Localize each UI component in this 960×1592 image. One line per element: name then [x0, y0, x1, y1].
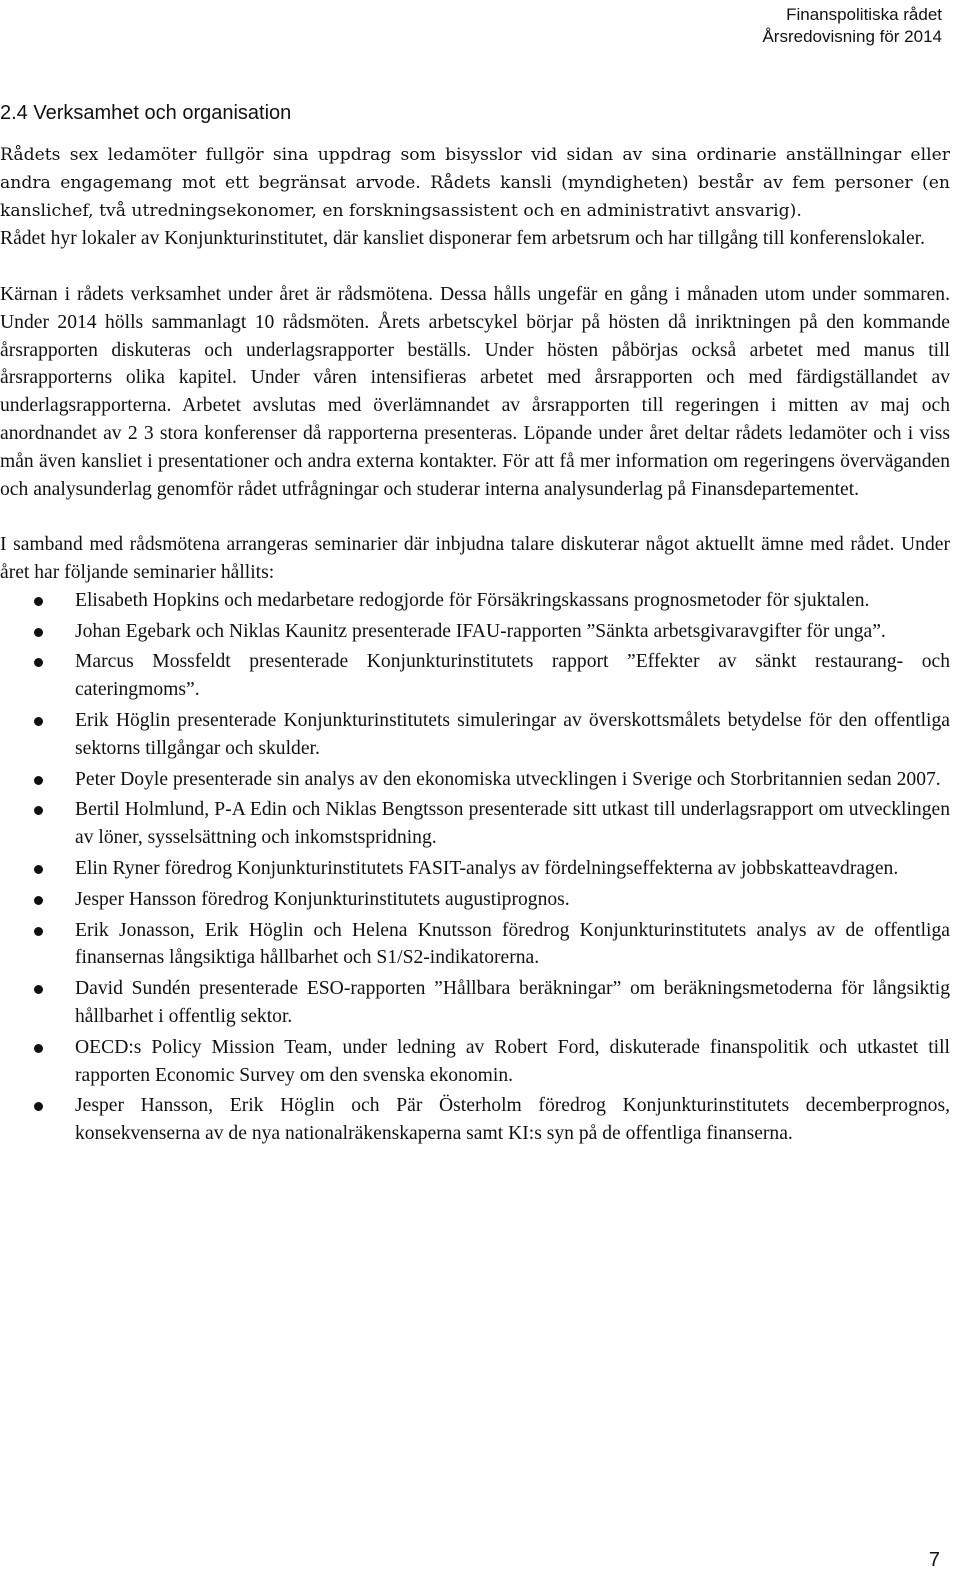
section-title: 2.4 Verksamhet och organisation — [0, 102, 292, 124]
paragraph-premises — [0, 225, 950, 253]
bullet-icon — [34, 806, 43, 815]
list-item — [0, 796, 950, 852]
list-item — [0, 648, 950, 704]
list-item — [0, 1092, 950, 1148]
bullet-icon — [34, 658, 43, 667]
bullet-icon — [34, 865, 43, 874]
header-org: Finanspolitiska rådet — [786, 5, 942, 24]
seminar-list — [0, 587, 950, 1148]
bullet-icon — [34, 985, 43, 994]
document-body — [0, 142, 950, 1151]
bullet-icon — [34, 896, 43, 905]
list-item-text: OECD:s Policy Mission Team, under ledning av Robert Ford, diskuterade finanspolitik och utkastet till rapporten Economic Survey om den svenska ekonomin. — [75, 1036, 950, 1086]
bullet-icon — [34, 1102, 43, 1111]
list-item — [0, 886, 950, 914]
paragraph-seminars-intro: I samband med rådsmötena arrangeras seminarier där inbjudna talare diskuterar något aktuellt ämne med rådet. Under året har följande seminarier hållits: — [0, 534, 950, 583]
bullet-icon — [34, 927, 43, 936]
list-item — [0, 1034, 950, 1090]
list-item — [0, 587, 950, 615]
list-item-text: Elisabeth Hopkins och medarbetare redogjorde för Försäkringskassans prognosmetoder för sjuktalen. — [75, 589, 870, 611]
list-item-text: Marcus Mossfeldt presenterade Konjunkturinstitutets rapport ”Effekter av sänkt restaurang- och cateringmoms”. — [75, 651, 950, 701]
bullet-icon — [34, 628, 43, 637]
paragraph-organisation-text: Rådets sex ledamöter fullgör sina uppdrag som bisysslor vid sidan av sina ordinarie anställningar eller andra engagemang mot ett begränsat arvode. Rådets kansli (myndigheten) består av fem personer (en kanslichef, två utredningsekonomer, en forskningsassistent och en administrativt ansvarig). — [0, 145, 950, 221]
list-item-text: David Sundén presenterade ESO-rapporten ”Hållbara beräkningar” om beräkningsmetoderna för långsiktig hållbarhet i offentlig sektor. — [75, 978, 950, 1027]
bullet-icon — [34, 776, 43, 785]
paragraph-council-meetings: Kärnan i rådets verksamhet under året är rådsmötena. Dessa hålls ungefär en gång i månaden utom under sommaren. Under 2014 hölls sammanlagt 10 rådsmöten. Årets arbetscykel börjar på hösten då inriktningen på den kommande årsrapporten diskuteras och underlagsrapporter beställs. Under hösten påbörjas också arbetet med manus till årsrapporterns olika kapitel. Under våren intensifieras arbetet med årsrapporten och med färdigställandet av underlagsrapporterna. Arbetet avslutas med överlämnandet av årsrapporten till regeringen i mitten av maj och anordnandet av 2 3 stora konferenser då rapporterna presenteras. Löpande under året deltar rådets ledamöter och i viss mån även kansliet i presentationer och andra externa kontakter. För att få mer information om regeringens överväganden och analysunderlag genomför rådet utfrågningar och studerar interna analysunderlag på Finansdepartementet. — [0, 283, 950, 500]
page-header — [762, 4, 942, 48]
bullet-icon — [34, 1044, 43, 1053]
list-item-text: Erik Jonasson, Erik Höglin och Helena Knutsson föredrog Konjunkturinstitutets analys av de offentliga finansernas långsiktiga hållbarhet och S1/S2-indikatorerna. — [75, 919, 950, 969]
header-report: Årsredovisning för 2014 — [762, 27, 942, 46]
list-item — [0, 917, 950, 973]
list-item — [0, 855, 950, 883]
bullet-icon — [34, 717, 43, 726]
paragraph-premises-text: Rådet hyr lokaler av Konjunkturinstitutet, där kansliet disponerar fem arbetsrum och har tillgång till konferenslokaler. — [0, 228, 926, 250]
list-item-text: Bertil Holmlund, P-A Edin och Niklas Bengtsson presenterade sitt utkast till underlagsrapport om utvecklingen av löner, sysselsättning och inkomstspridning. — [75, 799, 950, 849]
bullet-icon — [34, 597, 43, 606]
list-item-text: Erik Höglin presenterade Konjunkturinstitutets simuleringar av överskottsmålets betydelse för den offentliga sektorns tillgångar och skulder. — [75, 709, 950, 759]
list-item-text: Jesper Hansson, Erik Höglin och Pär Österholm föredrog Konjunkturinstitutets decemberprognos, konsekvenserna av de nya nationalräkenskaperna samt KI:s syn på de offentliga finanserna. — [75, 1095, 950, 1145]
list-item — [0, 766, 950, 794]
list-item — [0, 707, 950, 763]
paragraph-organisation — [0, 142, 950, 225]
list-item-text: Peter Doyle presenterade sin analys av den ekonomiska utvecklingen i Sverige och Storbritannien sedan 2007. — [75, 768, 941, 790]
list-item — [0, 975, 950, 1031]
list-item-text: Johan Egebark och Niklas Kaunitz presenterade IFAU-rapporten ”Sänkta arbetsgivaravgifter för unga”. — [75, 620, 886, 642]
list-item-text: Elin Ryner föredrog Konjunkturinstitutets FASIT-analys av fördelningseffekterna av jobbskatteavdragen. — [75, 857, 899, 879]
list-item — [0, 618, 950, 646]
list-item-text: Jesper Hansson föredrog Konjunkturinstitutets augustiprognos. — [75, 888, 570, 910]
page-number: 7 — [928, 1549, 940, 1571]
